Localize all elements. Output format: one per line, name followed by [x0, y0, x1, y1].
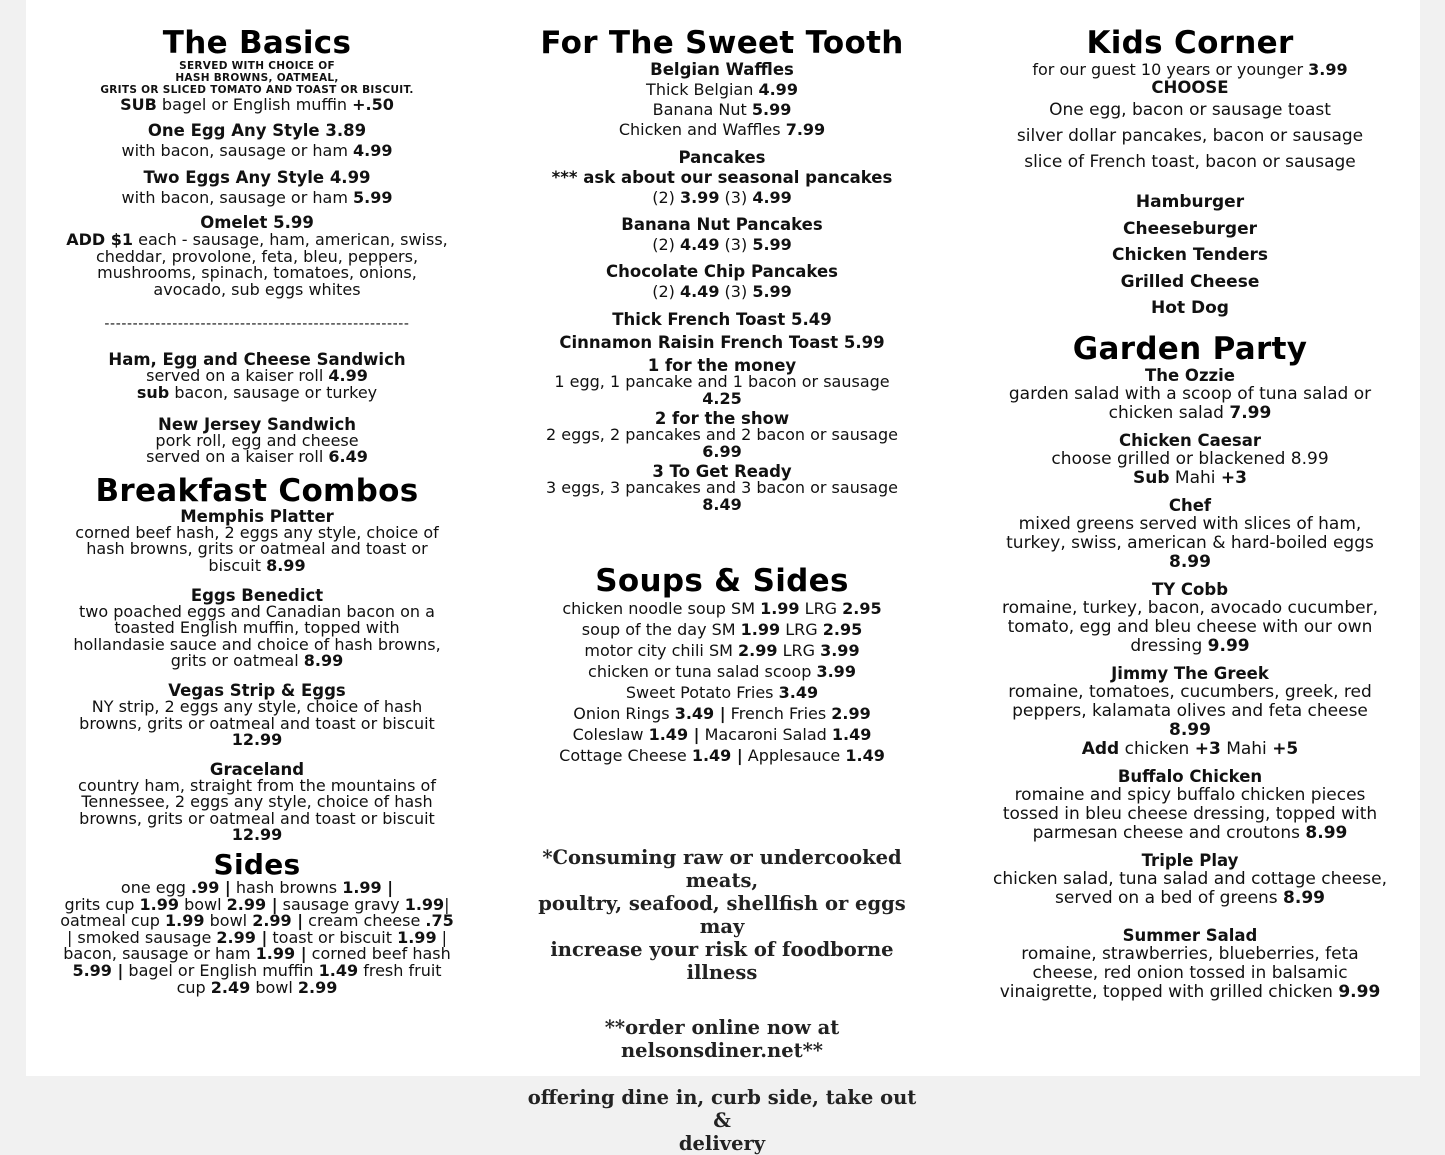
item-description [984, 637, 1396, 656]
option-label: Banana Nut [652, 100, 747, 119]
option-price: 4.99 [752, 188, 792, 207]
item-price: 8.99 [266, 555, 306, 575]
sides-heading: Sides [213, 848, 301, 882]
item-price: 3.89 [325, 121, 367, 140]
desc-line: romaine, tomatoes, cucumbers, greek, red [1008, 681, 1372, 702]
kids-subtitle [984, 60, 1396, 79]
item-name: 1 for the money [647, 356, 797, 375]
sub-price: +3 [1220, 467, 1247, 488]
item-name: Graceland [209, 759, 305, 779]
basics-note-line: HASH BROWNS, OATMEAL, [175, 72, 339, 84]
option-price: 5.99 [751, 100, 792, 119]
item-name: Buffalo Chicken [1117, 766, 1263, 786]
side-text: cream cheese [303, 911, 426, 931]
combos-heading: Breakfast Combos [95, 472, 419, 509]
soup-price: 2.99 [831, 703, 871, 723]
item-title [56, 168, 458, 188]
side-price: 2.99 | [252, 911, 304, 931]
soup-price: 3.99 [820, 640, 860, 660]
menu-item-memphis [56, 508, 458, 575]
item-description [56, 188, 458, 208]
item-description [984, 824, 1396, 843]
soup-line [526, 724, 918, 745]
side-text: hash browns [230, 878, 343, 898]
item-price: 8.49 [702, 494, 742, 514]
item-description [984, 450, 1396, 469]
desc-line: mushrooms, spinach, tomatoes, onions, [97, 263, 417, 283]
item-name: Chocolate Chip Pancakes [606, 262, 838, 281]
desc-line: tossed in bleu cheese dressing, topped with [1002, 803, 1378, 824]
menu-item-ham-egg-cheese [56, 351, 458, 401]
option-price: 4.49 [679, 235, 720, 254]
item-price: 4.99 [329, 168, 371, 187]
desc-line: pork roll, egg and cheese [155, 430, 359, 450]
menu-item-chicken-caesar [984, 431, 1396, 488]
side-text: grits cup [64, 894, 140, 914]
soup-text: French Fries [725, 703, 832, 723]
soup-price: 3.99 [816, 661, 856, 681]
side-price: 1.99 | [342, 878, 394, 898]
side-text: bacon, sausage or ham [63, 944, 256, 964]
desc-line: mixed greens served with slices of ham, [1018, 513, 1362, 534]
soup-price: 1.49 | [691, 745, 743, 765]
desc-line: romaine and spicy buffalo chicken pieces [1014, 784, 1366, 805]
item-addons [984, 740, 1396, 759]
sub-price: +.50 [352, 95, 394, 114]
desc-line: Tennessee, 2 eggs any style, choice of hash [81, 792, 433, 812]
menu-item-buffalo-chicken [984, 767, 1396, 843]
side-text: cup [176, 977, 211, 997]
side-text: | smoked sausage [66, 927, 217, 947]
side-price: 1.99 [397, 927, 437, 947]
desc-line: served on a kaiser roll [146, 366, 324, 386]
soup-price: 1.49 [831, 724, 872, 744]
desc-line: hollandasie sauce and choice of hash browns, [73, 634, 441, 654]
desc-line: tomato, egg and bleu cheese with our own [1007, 616, 1373, 637]
side-text: | [436, 927, 448, 947]
item-price: 8.99 [1283, 887, 1325, 908]
food-warning [526, 846, 918, 984]
desc-line: 3 eggs, 3 pancakes and 3 bacon or sausage [546, 478, 898, 498]
sub-word: sub [136, 382, 170, 402]
desc-line: browns, grits or oatmeal and toast or biscuit [79, 808, 435, 828]
option-price: 4.49 [679, 282, 720, 301]
soup-text: chicken or tuna salad scoop [588, 661, 817, 681]
side-text: bowl [178, 894, 227, 914]
soup-price: 2.95 [822, 619, 863, 639]
offering-line: delivery [678, 1131, 766, 1155]
menu-item-chocolate-chip-pancakes [526, 262, 918, 302]
kids-subtitle-text: for our guest 10 years or younger [1032, 60, 1304, 79]
basics-heading: The Basics [162, 25, 352, 61]
side-text: bagel or English muffin [123, 961, 319, 981]
addon-price: +5 [1272, 738, 1299, 759]
basics-note-line: GRITS OR SLICED TOMATO AND TOAST OR BISCUIT. [100, 84, 414, 96]
kids-option: silver dollar pancakes, bacon or sausage [1016, 126, 1364, 146]
soup-text: Onion Rings [573, 703, 675, 723]
side-text: bowl [204, 911, 253, 931]
side-price: 1.49 [318, 961, 359, 981]
item-with: with bacon, sausage or ham [121, 188, 348, 207]
add-label: Add [1081, 738, 1120, 759]
menu-item-omelet [56, 214, 458, 298]
desc-line: grits or oatmeal [170, 651, 299, 671]
soup-text: Cottage Cheese [559, 745, 692, 765]
desc-line: cheese, red onion tossed in balsamic [1032, 962, 1348, 983]
menu-item-one-egg [56, 121, 458, 161]
item-name: Banana Nut Pancakes [621, 215, 823, 234]
desc-line: hash browns, grits or oatmeal and toast or [86, 539, 428, 559]
option-price: 4.99 [758, 80, 798, 99]
soup-line [526, 703, 918, 724]
item-description [984, 889, 1396, 908]
menu-item-the-ozzie [984, 366, 1396, 423]
soup-price: 1.49 [845, 745, 885, 765]
menu-item-ty-cobb [984, 580, 1396, 656]
item-name: Jimmy The Greek [1111, 663, 1269, 683]
service-options [526, 1086, 918, 1155]
divider: ------------------------------------------------------ [104, 316, 410, 333]
option-price: 3.99 [679, 188, 720, 207]
menu-item-cinnamon-raisin-toast: Cinnamon Raisin French Toast 5.99 [559, 333, 885, 352]
item-description [56, 653, 458, 670]
warning-line: poultry, seafood, shellfish or eggs may [538, 891, 906, 938]
left-column [56, 0, 458, 996]
desc-line: cheddar, provolone, feta, bleu, peppers, [95, 246, 419, 266]
item-name: Pancakes [678, 148, 766, 167]
menu-item-chef [984, 496, 1396, 572]
soup-text: soup of the day SM [581, 619, 741, 639]
option-line [526, 100, 918, 120]
soup-price: 1.99 [740, 619, 781, 639]
menu-sheet [26, 0, 1420, 1155]
item-price: 5.99 [273, 213, 314, 232]
sweet-heading: For The Sweet Tooth [540, 25, 904, 61]
option-line [526, 235, 918, 255]
item-title [56, 121, 458, 141]
item-name: 2 for the show [654, 409, 790, 429]
side-price: 1.99 [139, 894, 179, 914]
desc-line: served on a bed of greens [1055, 887, 1278, 908]
option-label: (2) [652, 235, 675, 254]
side-text: toast or biscuit [267, 927, 398, 947]
basics-sub-line [56, 96, 458, 114]
option-line [526, 282, 918, 302]
desc-line: choose grilled or blackened [1051, 448, 1286, 469]
soup-text: Sweet Potato Fries [625, 682, 779, 702]
kids-option: One egg, bacon or sausage toast [1049, 100, 1331, 120]
side-text: fresh fruit [358, 961, 442, 981]
menu-item-belgian-waffles [526, 60, 918, 140]
item-description [984, 983, 1396, 1002]
item-description [56, 555, 458, 575]
desc-line: browns, grits or oatmeal and toast or biscuit [79, 713, 435, 733]
sub-text: Mahi [1174, 467, 1216, 488]
soup-text: motor city chili SM [584, 640, 738, 660]
kids-item: Hot Dog [1151, 298, 1229, 318]
soup-line [526, 682, 918, 703]
kids-item: Hamburger [1135, 192, 1245, 212]
item-price: 8.99 [1169, 551, 1211, 572]
desc-line: chicken salad, tuna salad and cottage cheese, [992, 868, 1388, 889]
order-online-link[interactable]: **order online now at nelsonsdiner.net** [604, 1015, 840, 1062]
offering-line: offering dine in, curb side, take out & [527, 1085, 917, 1132]
item-name: TY Cobb [1151, 579, 1228, 599]
desc-line: biscuit [208, 555, 261, 575]
soup-line [526, 661, 918, 682]
soup-text: Macaroni Salad [699, 724, 832, 744]
right-column [984, 0, 1396, 1002]
soup-text: Applesauce [742, 745, 846, 765]
desc-line: peppers, kalamata olives and feta cheese [1012, 700, 1368, 721]
desc-line: parmesan cheese and croutons [1032, 822, 1300, 843]
menu-item-summer-salad [984, 926, 1396, 1002]
sub-text: bagel or English muffin [161, 95, 348, 114]
sides-line [56, 977, 458, 997]
soup-price: 1.49 | [648, 724, 700, 744]
item-with-price: 4.99 [353, 141, 393, 160]
desc-line: two poached eggs and Canadian bacon on a [79, 601, 435, 621]
desc-line: vinaigrette, topped with grilled chicken [999, 981, 1333, 1002]
middle-column [526, 0, 918, 1155]
side-price: 2.99 [297, 977, 338, 997]
menu-item-triple-play [984, 851, 1396, 908]
desc-line: country ham, straight from the mountains of [78, 775, 436, 795]
desc-line: corned beef hash, 2 eggs any style, choice of [75, 522, 439, 542]
option-price: 7.99 [785, 120, 826, 139]
item-note: *** ask about our seasonal pancakes [551, 168, 893, 187]
item-price: 6.99 [702, 441, 742, 461]
desc-line: dressing [1130, 635, 1203, 656]
kids-items [984, 189, 1396, 322]
side-price: 2.99 | [216, 927, 268, 947]
kids-option: slice of French toast, bacon or sausage [1024, 152, 1356, 172]
item-name: Omelet [200, 213, 268, 232]
sub-word: Sub [1133, 467, 1170, 488]
desc-line: turkey, swiss, american & hard-boiled eggs [1006, 532, 1374, 553]
menu-item-jimmy-the-greek [984, 664, 1396, 759]
desc-line: romaine, strawberries, blueberries, feta [1021, 943, 1359, 964]
item-price: 8.99 [1169, 719, 1211, 740]
addon-price: +3 [1194, 738, 1221, 759]
item-name: One Egg Any Style [147, 121, 320, 140]
item-price: 8.99 [303, 651, 344, 671]
soup-text: LRG [799, 598, 843, 618]
side-price: .75 [425, 911, 454, 931]
add-label: ADD $1 [66, 230, 134, 249]
soup-text: LRG [777, 640, 821, 660]
desc-line: chicken salad [1108, 402, 1224, 423]
soup-text: Coleslaw [572, 724, 649, 744]
item-name: Chicken Caesar [1118, 430, 1262, 450]
option-line [526, 120, 918, 140]
kids-item: Cheeseburger [1122, 218, 1258, 239]
item-description [56, 141, 458, 161]
item-name: Two Eggs Any Style [143, 168, 325, 187]
item-price: 12.99 [231, 825, 283, 845]
kids-heading: Kids Corner [1086, 25, 1294, 61]
item-name: Ham, Egg and Cheese Sandwich [108, 350, 406, 370]
desc-line: bacon, sausage or turkey [174, 382, 378, 402]
menu-item-eggs-benedict [56, 587, 458, 670]
menu-item-vegas-strip [56, 682, 458, 749]
option-label: (3) [724, 235, 748, 254]
side-price: .99 | [191, 878, 231, 898]
choose-label: CHOOSE [1151, 78, 1229, 97]
soup-line [526, 598, 918, 619]
item-price: 7.99 [1229, 402, 1272, 423]
soup-text: LRG [780, 619, 823, 639]
option-label: (2) [652, 188, 675, 207]
menu-item-two-eggs [56, 168, 458, 208]
side-price: 1.99 [165, 911, 205, 931]
warning-line: *Consuming raw or undercooked meats, [542, 845, 902, 892]
soup-price: 2.95 [842, 598, 882, 618]
desc-line: garden salad with a scoop of tuna salad or [1008, 383, 1372, 404]
item-name: New Jersey Sandwich [158, 414, 356, 434]
soup-line [526, 619, 918, 640]
item-name: Chef [1168, 495, 1212, 515]
option-label: Thick Belgian [646, 80, 754, 99]
soup-line [526, 745, 918, 766]
item-description [984, 469, 1396, 488]
basics-note-line: SERVED WITH CHOICE OF [179, 60, 335, 72]
desc-line: avocado, sub eggs whites [153, 279, 361, 299]
menu-item-3-to-get-ready [526, 463, 918, 513]
item-price: 8.99 [1305, 822, 1348, 843]
menu-item-pancakes [526, 148, 918, 208]
item-price: 8.99 [1290, 448, 1329, 469]
item-name: Memphis Platter [180, 506, 334, 526]
desc-line: each - sausage, ham, american, swiss, [138, 230, 448, 249]
sub-word: SUB [120, 95, 157, 114]
side-price: 2.49 [210, 977, 251, 997]
option-label: Chicken and Waffles [618, 120, 781, 139]
option-label: (2) [652, 282, 675, 301]
desc-line: toasted English muffin, topped with [114, 618, 400, 638]
soups-heading: Soups & Sides [595, 562, 849, 599]
side-text: corned beef hash [306, 944, 451, 964]
soup-price: 3.49 | [674, 703, 726, 723]
item-with-price: 5.99 [353, 188, 393, 207]
side-text: bowl [250, 977, 298, 997]
item-name: 3 To Get Ready [652, 462, 792, 482]
garden-heading: Garden Party [1072, 330, 1308, 367]
desc-line: 1 egg, 1 pancake and 1 bacon or sausage [554, 372, 890, 391]
side-text: sausage gravy [277, 894, 405, 914]
menu-item-2-for-the-show [526, 410, 918, 460]
item-name: Triple Play [1141, 850, 1239, 870]
soup-price: 3.49 [778, 682, 819, 702]
side-text: one egg [120, 878, 192, 898]
side-price: 1.99 | [255, 944, 307, 964]
kids-item: Chicken Tenders [1111, 245, 1269, 265]
side-price: 2.99 | [226, 894, 278, 914]
menu-item-1-for-the-money [526, 357, 918, 407]
menu-item-graceland [56, 761, 458, 844]
kids-item: Grilled Cheese [1120, 271, 1260, 292]
menu-item-new-jersey [56, 416, 458, 466]
menu-item-thick-french-toast: Thick French Toast 5.49 [612, 310, 832, 329]
item-name: Vegas Strip & Eggs [168, 680, 346, 700]
option-price: 5.99 [752, 235, 792, 254]
warning-line: increase your risk of foodborne illness [550, 937, 894, 984]
item-price: 6.49 [328, 447, 368, 467]
kids-price: 3.99 [1308, 60, 1348, 79]
side-price: 1.99 [404, 894, 445, 914]
option-line [526, 80, 918, 100]
desc-line: NY strip, 2 eggs any style, choice of hash [91, 696, 423, 716]
desc-line: romaine, turkey, bacon, avocado cucumber, [1002, 597, 1378, 618]
desc-line: 2 eggs, 2 pancakes and 2 bacon or sausage [546, 425, 898, 445]
option-label: (3) [724, 188, 748, 207]
item-price: 9.99 [1207, 635, 1250, 656]
side-price: 5.99 | [72, 961, 124, 981]
item-description [56, 449, 458, 466]
item-description [56, 382, 458, 402]
soup-price: 1.99 [760, 598, 800, 618]
item-with: with bacon, sausage or ham [121, 141, 348, 160]
side-text: oatmeal cup [60, 911, 166, 931]
item-price: 4.25 [702, 388, 742, 408]
soup-text: chicken noodle soup SM [562, 598, 761, 618]
desc-line: served on a kaiser roll [146, 447, 324, 467]
side-text: | [444, 894, 450, 914]
item-description [984, 404, 1396, 423]
item-price: 12.99 [231, 730, 283, 750]
option-line [526, 188, 918, 208]
addon-text: Mahi [1226, 738, 1267, 759]
item-name: Eggs Benedict [190, 585, 324, 605]
soup-line [526, 640, 918, 661]
item-name: Belgian Waffles [650, 60, 794, 79]
soup-price: 2.99 [738, 640, 778, 660]
item-price: 4.99 [328, 366, 368, 386]
option-price: 5.99 [752, 282, 792, 301]
item-name: Summer Salad [1122, 925, 1258, 945]
option-label: (3) [724, 282, 748, 301]
menu-item-banana-nut-pancakes [526, 215, 918, 255]
item-name: The Ozzie [1144, 365, 1236, 385]
item-price: 9.99 [1338, 981, 1381, 1002]
addon-text: chicken [1124, 738, 1190, 759]
